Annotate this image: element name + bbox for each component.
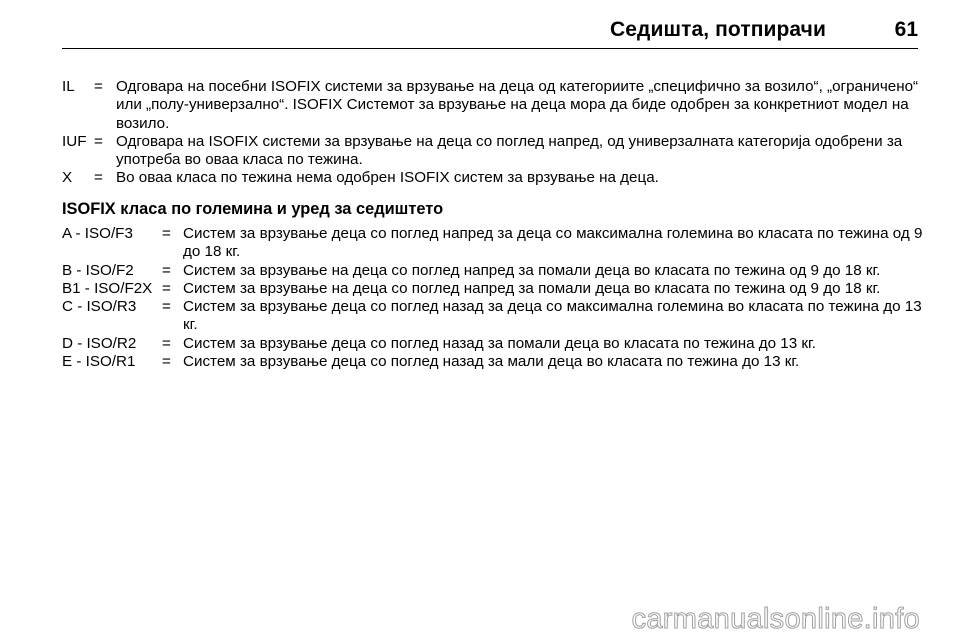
size-class-term: B1 - ISO/F2X (62, 279, 153, 297)
size-class-row (62, 298, 924, 335)
definition-term: IL (62, 78, 75, 95)
definition-row (62, 133, 924, 170)
section-heading: ISOFIX класа по големина и уред за седиштето (62, 200, 444, 218)
size-class-definitions (62, 225, 924, 371)
equals-sign: = (162, 353, 171, 371)
size-class-row (62, 280, 924, 298)
category-definitions (62, 78, 924, 188)
watermark: carmanualsonline.info (631, 603, 920, 635)
equals-sign: = (94, 132, 103, 150)
definition-term: X (62, 169, 73, 187)
size-class-text: Систем за врзување на деца со поглед напред за помали деца во класата по тежина од 9 до 18 кг. (183, 279, 881, 297)
definition-text: Одговара на ISOFIX системи за врзување на деца со поглед напред, од универзалната категорија одобрени за употреба во оваа класа по тежина. (116, 132, 903, 169)
size-class-text: Систем за врзување деца со поглед назад за деца со максимална големина во класата по тежина до 13 кг. (183, 298, 922, 334)
page-title: Седишта, потпирачи (610, 18, 826, 41)
size-class-term: B - ISO/F2 (62, 261, 134, 279)
equals-sign: = (94, 169, 103, 187)
size-class-text: Систем за врзување деца со поглед назад за помали деца во класата по тежина до 13 кг. (183, 334, 816, 352)
equals-sign: = (162, 225, 171, 242)
definition-row (62, 78, 924, 133)
size-class-text: Систем за врзување деца со поглед назад за мали деца во класата по тежина до 13 кг. (183, 353, 800, 371)
size-class-term: A - ISO/F3 (62, 225, 133, 242)
size-class-text: Систем за врзување деца со поглед напред за деца со максимална големина во класата по тежина од 9 до 18 кг. (183, 225, 923, 261)
size-class-row (62, 225, 924, 262)
definition-row (62, 169, 924, 187)
definition-term: IUF (62, 132, 87, 150)
equals-sign: = (162, 261, 171, 279)
definition-text: Во оваа класа по тежина нема одобрен ISOFIX систем за врзување на деца. (116, 169, 659, 187)
size-class-row (62, 262, 924, 280)
equals-sign: = (162, 279, 171, 297)
size-class-text: Систем за врзување на деца со поглед напред за помали деца во класата по тежина од 9 до 18 кг. (183, 261, 881, 279)
size-class-row (62, 353, 924, 371)
size-class-term: C - ISO/R3 (62, 298, 137, 316)
equals-sign: = (162, 298, 171, 316)
equals-sign: = (162, 334, 171, 352)
page-header (62, 14, 918, 49)
size-class-term: D - ISO/R2 (62, 334, 137, 352)
page-number: 61 (894, 18, 918, 41)
definition-text: Одговара на посебни ISOFIX системи за врзување на деца од категориите „специфично за возило“, „ограничено“ или „полу-универзално“. ISOFIX Системот за врзување на деца мора да биде одобрен за конкретниот модел на возило. (116, 78, 919, 132)
size-class-row (62, 335, 924, 353)
equals-sign: = (94, 78, 103, 95)
size-class-term: E - ISO/R1 (62, 353, 136, 371)
